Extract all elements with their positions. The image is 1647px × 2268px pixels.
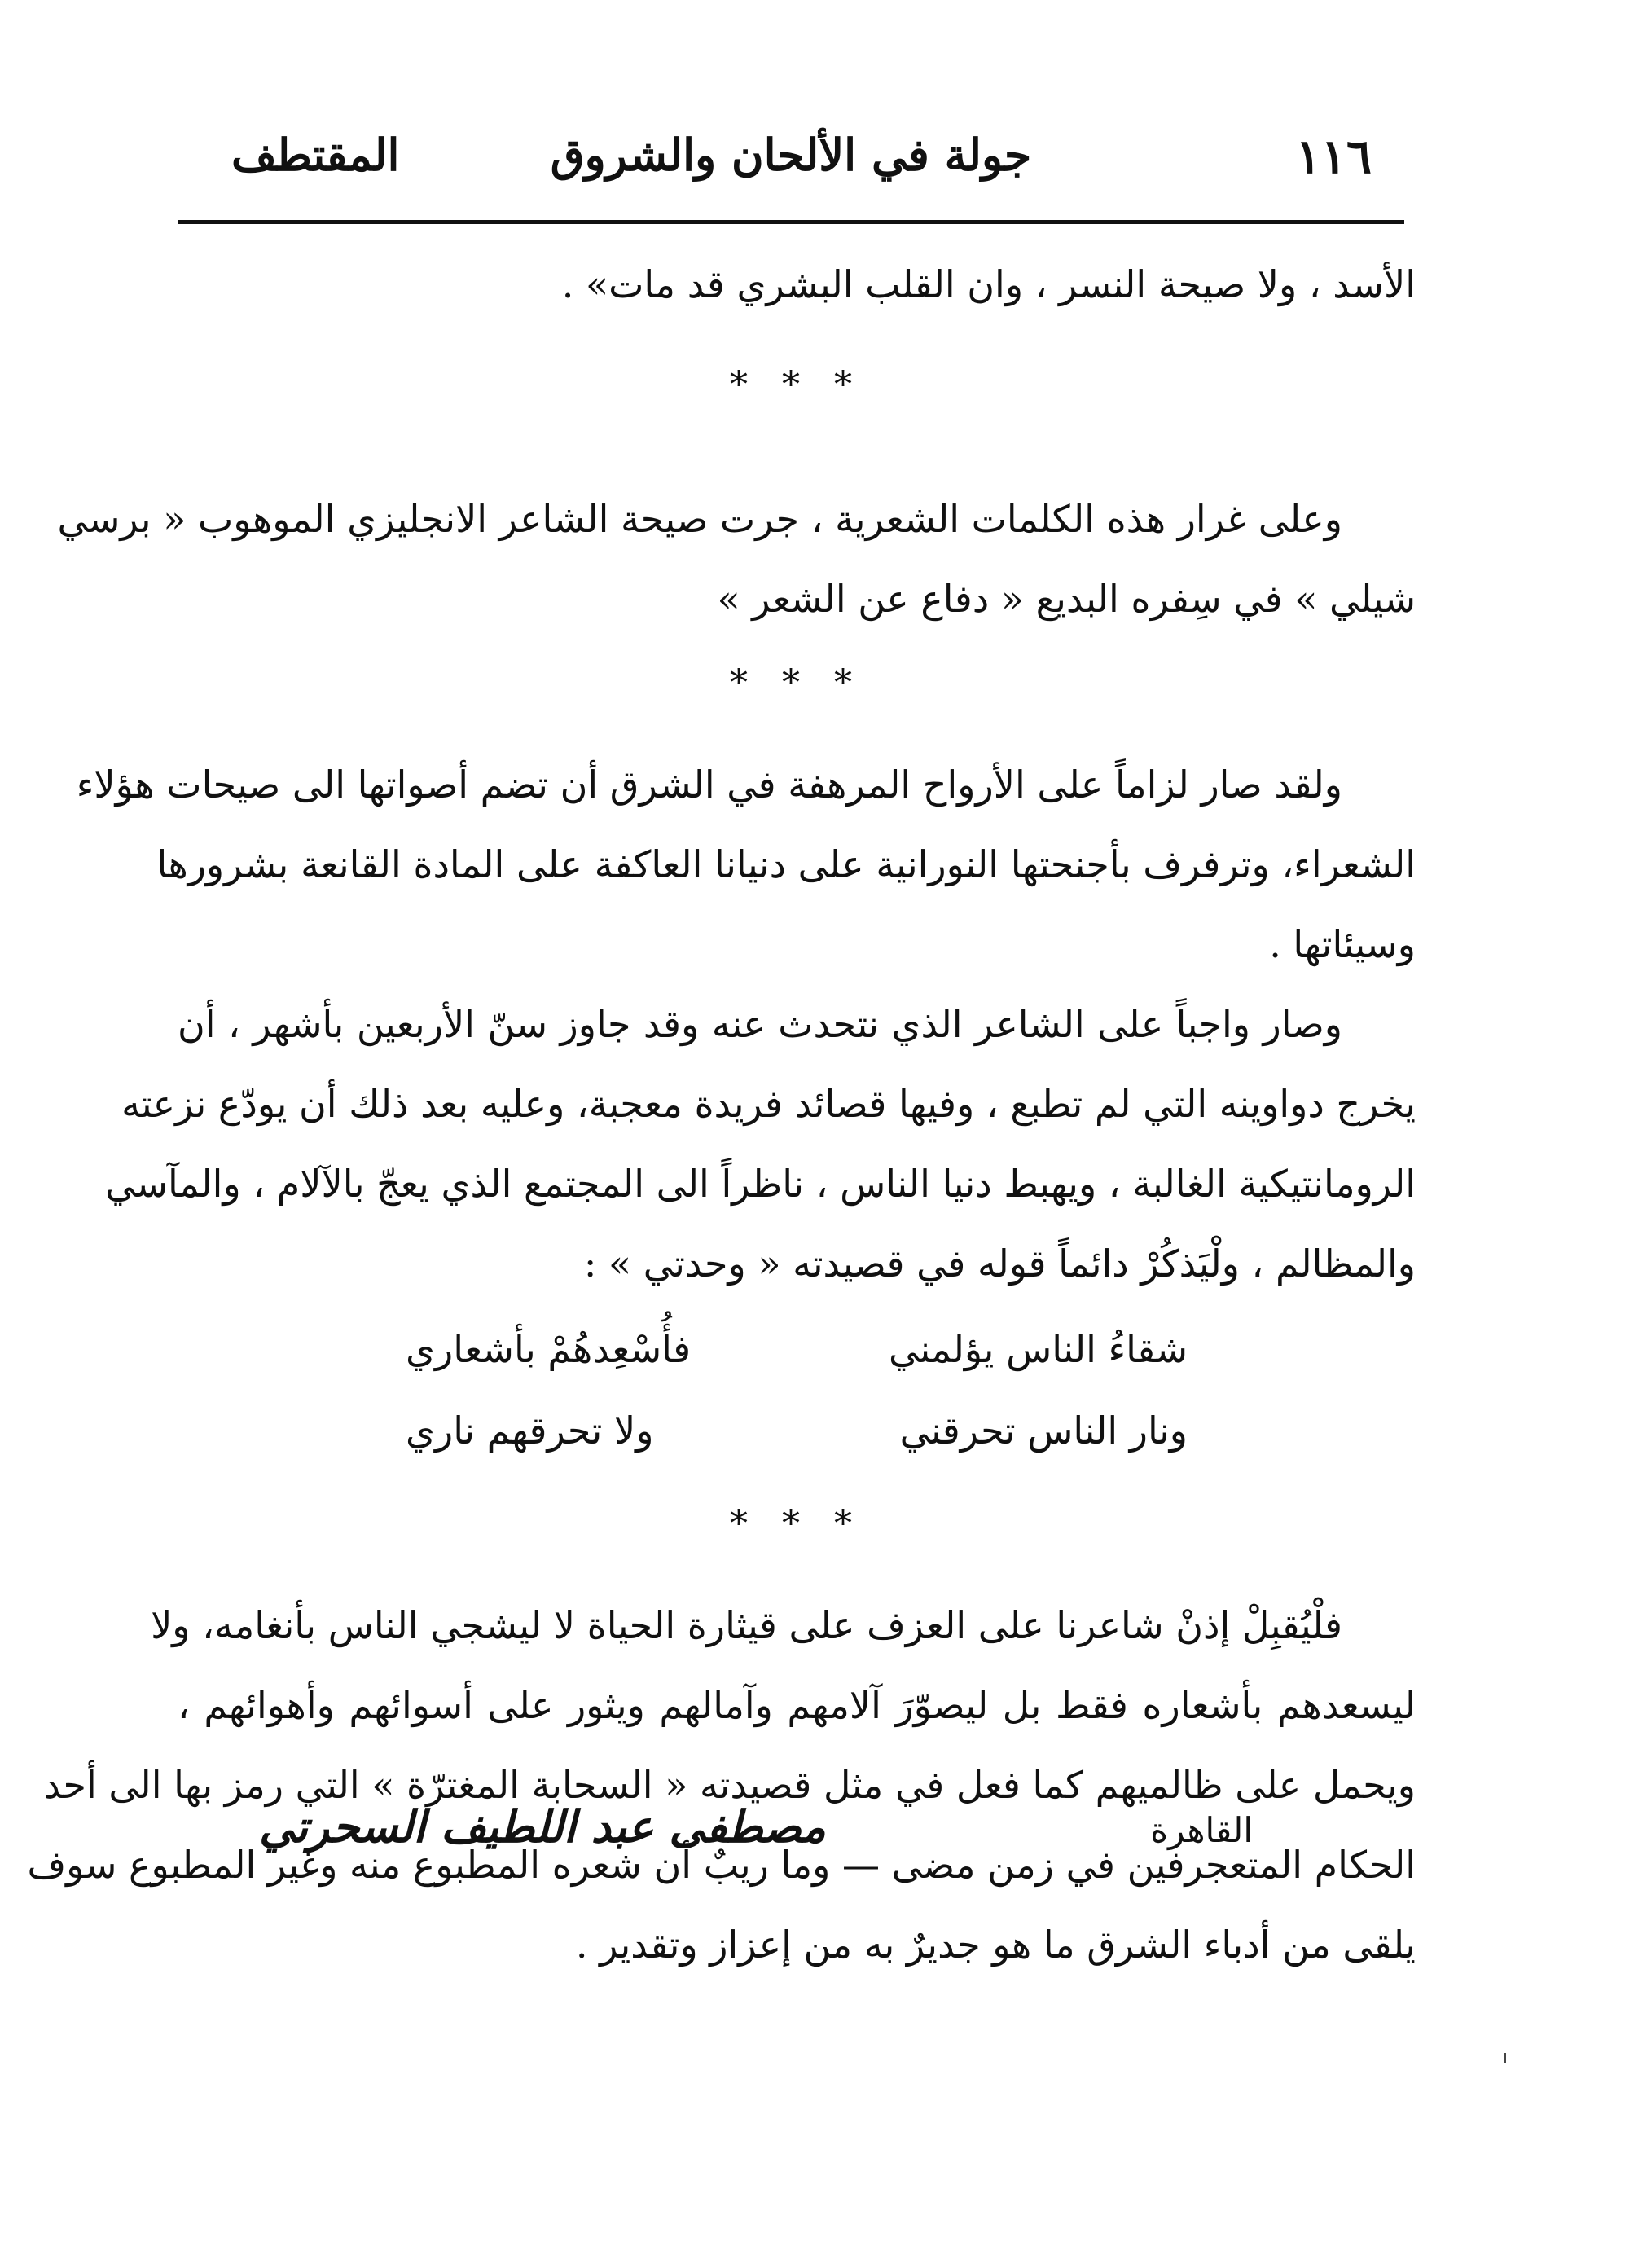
page-number: ١١٦ — [1295, 129, 1372, 184]
verse-hemistich-second: ولا تحرقهم ناري — [406, 1409, 654, 1453]
text-line: الرومانتيكية الغالبة ، ويهبط دنيا الناس ، ناظراً الى المجتمع الذي يعجّ بالآلام ، والمآسي — [105, 1162, 1416, 1206]
signature-block — [259, 1800, 1253, 1890]
paragraph-4 — [27, 1585, 1416, 1984]
verse-hemistich-first: ونار الناس تحرقني — [899, 1409, 1188, 1453]
text-line: والمظالم ، ولْيَذكُرْ دائماً قوله في قصيدته « وحدتي » : — [583, 1242, 1416, 1286]
text-line: الأسد ، ولا صيحة النسر ، وان القلب البشري قد مات» . — [561, 262, 1416, 306]
poem-verse — [178, 1308, 1416, 1471]
verse-line-1 — [406, 1308, 1188, 1390]
paragraph-3 — [105, 984, 1416, 1303]
section-separator: * * * — [730, 662, 863, 704]
signature-place: القاهرة — [1150, 1810, 1253, 1850]
journal-name: المقتطف — [231, 129, 400, 181]
text-line: شيلي » في سِفره البديع « دفاع عن الشعر » — [717, 577, 1416, 621]
article-body — [27, 244, 1416, 1984]
verse-line-2 — [406, 1390, 1188, 1471]
header-rule — [178, 220, 1404, 224]
paragraph-0 — [178, 244, 1416, 324]
text-line: فلْيُقبِلْ إذنْ شاعرنا على العزف على قيثارة الحياة لا ليشجي الناس بأنغامه، ولا — [151, 1603, 1342, 1647]
text-line: وسيئاتها . — [1269, 922, 1416, 966]
paragraph-2 — [76, 745, 1416, 984]
text-line: الحكام المتعجرفين في زمن مضى — وما ريبٌ أن شعره المطبوع منه وغير المطبوع سوف — [27, 1843, 1416, 1887]
text-line: ليسعدهم بأشعاره فقط بل ليصوّرَ آلامهم وآمالهم ويثور على أسوائهم وأهوائهم ، — [178, 1683, 1416, 1727]
section-separator: * * * — [730, 1503, 863, 1545]
paragraph-1 — [57, 479, 1416, 639]
section-separator: * * * — [730, 364, 863, 406]
text-line: وصار واجباً على الشاعر الذي نتحدث عنه وقد جاوز سنّ الأربعين بأشهر ، أن — [178, 1002, 1342, 1046]
verse-hemistich-first: شقاءُ الناس يؤلمني — [889, 1327, 1188, 1371]
text-line: ولقد صار لزاماً على الأرواح المرهفة في الشرق أن تضم أصواتها الى صيحات هؤلاء — [76, 763, 1342, 807]
page-header — [178, 114, 1404, 205]
text-line: وعلى غرار هذه الكلمات الشعرية ، جرت صيحة الشاعر الانجليزي الموهوب « برسي — [57, 497, 1342, 541]
article-title: جولة في الألحان والشروق — [550, 129, 1032, 181]
text-line: الشعراء، وترفرف بأجنحتها النورانية على دنيانا العاكفة على المادة القانعة بشرورها — [156, 842, 1416, 886]
margin-mark — [1504, 2053, 1506, 2063]
text-line: ويحمل على ظالميهم كما فعل في مثل قصيدته « السحابة المغترّة » التي رمز بها الى أحد — [43, 1763, 1416, 1807]
author-signature: مصطفى عبد اللطيف السحرتي — [259, 1800, 826, 1853]
verse-hemistich-second: فأُسْعِدهُمْ بأشعاري — [406, 1327, 692, 1371]
text-line: يخرج دواوينه التي لم تطبع ، وفيها قصائد فريدة معجبة، وعليه بعد ذلك أن يودّع نزعته — [121, 1082, 1416, 1126]
text-line: يلقى من أدباء الشرق ما هو جديرٌ به من إعزاز وتقدير . — [575, 1923, 1416, 1967]
